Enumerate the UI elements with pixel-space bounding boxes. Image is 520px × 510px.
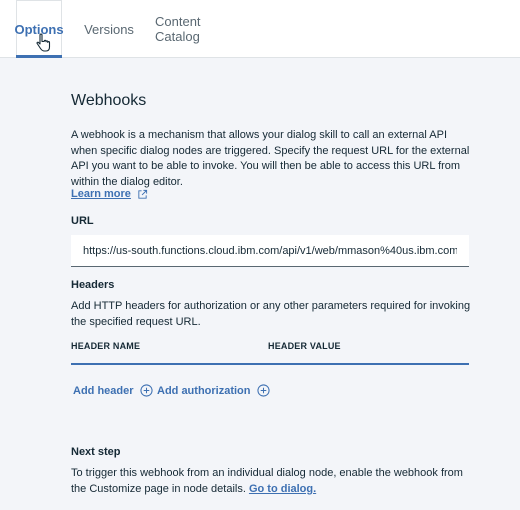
url-label: URL bbox=[71, 215, 94, 227]
header-name-column: HEADER NAME bbox=[71, 341, 141, 351]
headers-title: Headers bbox=[71, 279, 115, 291]
learn-more-link[interactable] bbox=[71, 188, 148, 200]
next-step-text: To trigger this webhook from an individual dialog node, enable the webhook from the Customize page in node details. bbox=[71, 467, 463, 495]
hand-pointer-icon bbox=[34, 33, 52, 53]
go-to-dialog-link[interactable]: Go to dialog. bbox=[248, 482, 317, 495]
tab-bar bbox=[0, 0, 520, 58]
add-authorization-button[interactable] bbox=[157, 384, 270, 397]
header-value-column: HEADER VALUE bbox=[268, 341, 341, 351]
external-link-icon bbox=[137, 189, 148, 200]
url-input[interactable] bbox=[71, 235, 469, 267]
add-circle-icon bbox=[257, 384, 270, 397]
tab-content-catalog[interactable]: Content Catalog bbox=[155, 14, 201, 44]
add-header-label: Add header bbox=[73, 384, 134, 397]
tab-versions[interactable]: Versions bbox=[84, 21, 134, 37]
next-step-description bbox=[71, 466, 471, 497]
page-title: Webhooks bbox=[71, 92, 147, 109]
add-header-button[interactable] bbox=[73, 384, 153, 397]
learn-more-label: Learn more bbox=[71, 188, 131, 200]
headers-description: Add HTTP headers for authorization or any other parameters required for invoking the specified request URL. bbox=[71, 300, 471, 328]
add-authorization-label: Add authorization bbox=[157, 384, 251, 397]
tab-options[interactable]: Options bbox=[16, 0, 62, 58]
webhooks-description: A webhook is a mechanism that allows your dialog skill to call an external API when specific dialog nodes are triggered. Specify the request URL for the external API you want to be able to invoke. You will then be able to access this URL from within the dialog editor. bbox=[71, 129, 470, 188]
next-step-title: Next step bbox=[71, 446, 121, 458]
add-circle-icon bbox=[140, 384, 153, 397]
headers-divider bbox=[71, 363, 469, 365]
